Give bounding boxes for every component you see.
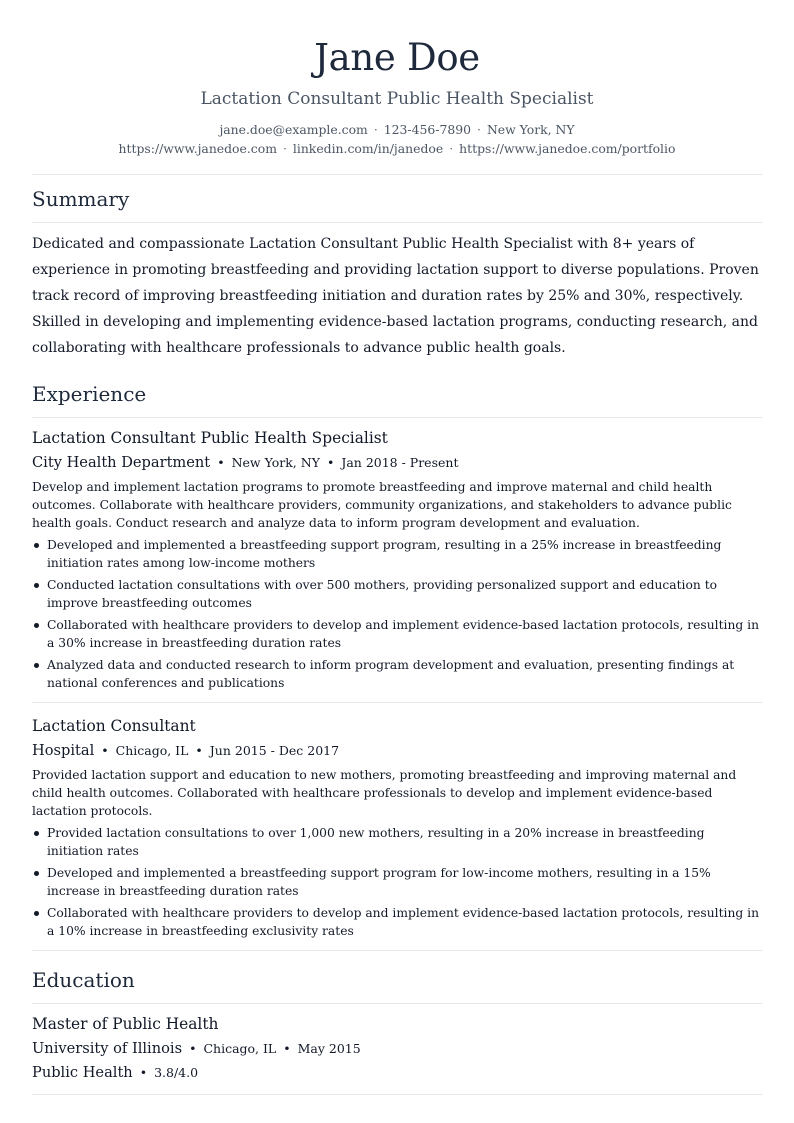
divider [32, 222, 762, 223]
education-field-line [32, 1064, 762, 1082]
education-entry [32, 1014, 762, 1082]
location-text: New York, NY [486, 122, 575, 137]
contact-separator: · [282, 141, 287, 156]
contact-separator: · [449, 141, 454, 156]
candidate-name: Jane Doe [314, 36, 480, 79]
contact-separator: · [373, 122, 378, 137]
list-item: Developed and implemented a breastfeeding support program, resulting in a 25% increase in breastfeeding initiation rates among low-income mothers [32, 536, 762, 572]
education-institution: University of Illinois [32, 1040, 183, 1057]
list-item: Collaborated with healthcare providers to develop and implement evidence-based lactation protocols, resulting in a 10% increase in breastfeeding exclusivity rates [32, 904, 762, 940]
job-description: Provided lactation support and education to new mothers, promoting breastfeeding and improving maternal and child health outcomes. Collaborated with healthcare professionals to develop and implement evidence-based lactation protocols. [32, 768, 737, 818]
job-meta [32, 454, 762, 472]
education-meta [32, 1040, 762, 1058]
job-dates: Jan 2018 - Present [341, 455, 459, 470]
linkedin-link[interactable]: linkedin.com/in/janedoe [292, 141, 444, 156]
divider [32, 1094, 762, 1095]
meta-bullet: • [326, 455, 335, 470]
meta-bullet: • [189, 1041, 197, 1056]
contact-row-links [32, 139, 762, 158]
job-title: Lactation Consultant [32, 717, 196, 735]
candidate-title: Lactation Consultant Public Health Specialist [200, 89, 594, 109]
job-bullets [32, 536, 762, 692]
job-organization: City Health Department [32, 454, 211, 471]
email-link[interactable]: jane.doe@example.com [219, 122, 368, 137]
meta-bullet: • [283, 1041, 291, 1056]
phone-number: 123-456-7890 [383, 122, 471, 137]
job-description: Develop and implement lactation programs to promote breastfeeding and improve maternal and child health outcomes. Collaborate with healthcare providers, community organizations, and stakeholders to advance public health goals. Conduct research and analyze data to inform program development and evaluation. [32, 480, 732, 530]
job-location: New York, NY [231, 455, 320, 470]
divider [32, 1003, 762, 1004]
job-entry [32, 428, 762, 692]
job-dates: Jun 2015 - Dec 2017 [209, 743, 340, 758]
contact-row-primary [32, 120, 762, 139]
job-meta [32, 742, 762, 760]
list-item: Collaborated with healthcare providers to develop and implement evidence-based lactation protocols, resulting in a 30% increase in breastfeeding duration rates [32, 616, 762, 652]
meta-bullet: • [195, 743, 203, 758]
job-organization: Hospital [32, 742, 95, 759]
education-heading: Education [32, 968, 135, 992]
job-bullets [32, 824, 762, 940]
portfolio-link[interactable]: https://www.janedoe.com/portfolio [459, 141, 676, 156]
summary-text: Dedicated and compassionate Lactation Consultant Public Health Specialist with 8+ years of experience in promoting breastfeeding and providing lactation support to diverse populations. Proven track record of improving breastfeeding initiation and duration rates by 25% and 30%, respectively. Skilled in developing and implementing evidence-based lactation programs, conducting research, and collaborating with healthcare professionals to advance public health goals. [32, 236, 759, 356]
list-item: Conducted lactation consultations with over 500 mothers, providing personalized support and education to improve breastfeeding outcomes [32, 576, 762, 612]
contact-separator: · [476, 122, 481, 137]
resume-header [32, 0, 762, 158]
job-entry [32, 716, 762, 940]
summary-heading: Summary [32, 187, 130, 211]
education-date: May 2015 [297, 1041, 361, 1056]
divider [32, 702, 762, 703]
meta-bullet: • [217, 455, 225, 470]
job-location: Chicago, IL [115, 743, 189, 758]
job-title: Lactation Consultant Public Health Specialist [32, 429, 388, 447]
education-location: Chicago, IL [203, 1041, 277, 1056]
website-link[interactable]: https://www.janedoe.com [118, 141, 277, 156]
meta-bullet: • [101, 743, 109, 758]
meta-bullet: • [139, 1065, 148, 1080]
list-item: Developed and implemented a breastfeeding support program for low-income mothers, resulting in a 15% increase in breastfeeding duration rates [32, 864, 762, 900]
experience-heading: Experience [32, 382, 147, 406]
education-field: Public Health [32, 1064, 133, 1081]
list-item: Analyzed data and conducted research to inform program development and evaluation, presenting findings at national conferences and publications [32, 656, 762, 692]
education-gpa: 3.8/4.0 [154, 1065, 199, 1080]
list-item: Provided lactation consultations to over 1,000 new mothers, resulting in a 20% increase in breastfeeding initiation rates [32, 824, 762, 860]
divider [32, 417, 762, 418]
education-degree: Master of Public Health [32, 1015, 219, 1033]
